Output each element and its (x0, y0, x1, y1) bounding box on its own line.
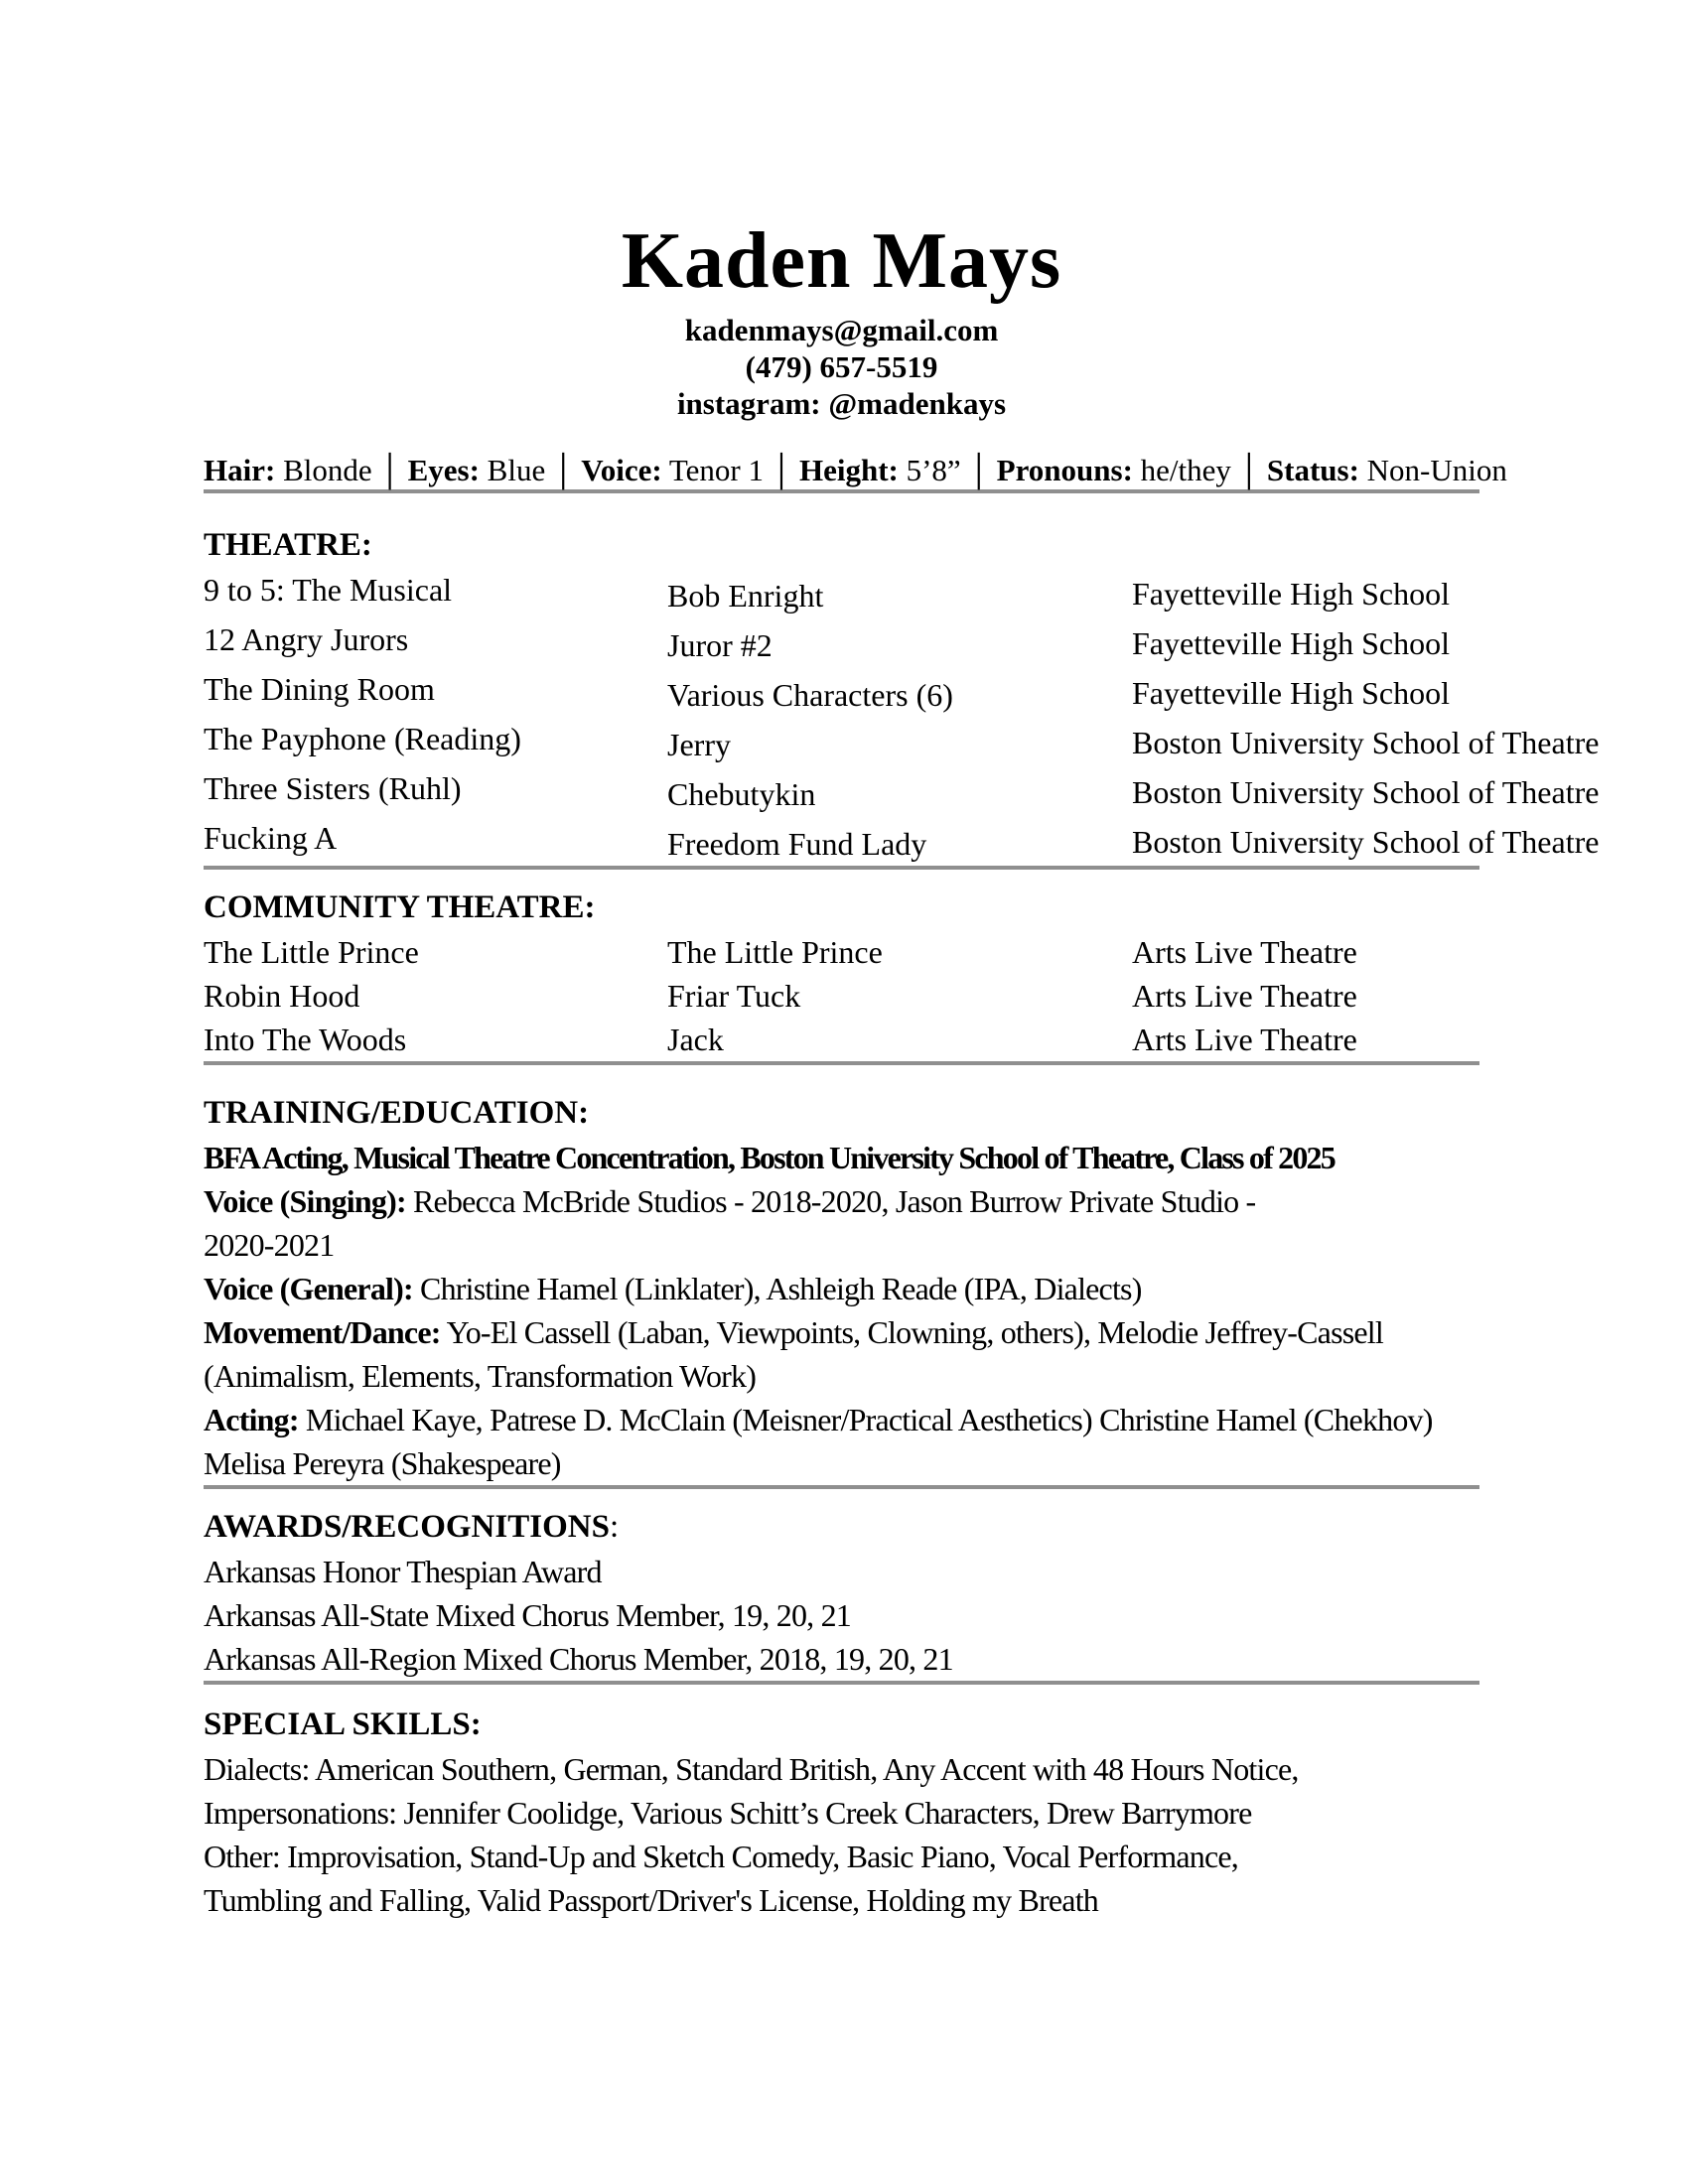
stat-hair (204, 453, 372, 487)
table-row (204, 930, 1479, 974)
community-theatre-section (204, 886, 1479, 1061)
company-name: Arts Live Theatre (1132, 934, 1357, 970)
stat-pronouns-value: he/they (1140, 453, 1231, 487)
training-line (204, 1398, 1479, 1441)
stat-voice-value: Tenor 1 (668, 453, 765, 487)
awards-heading-text: AWARDS/RECOGNITIONS (204, 1509, 610, 1545)
table-row (204, 766, 1600, 816)
community-theatre-heading: COMMUNITY THEATRE: (204, 889, 596, 925)
stat-hair-value: Blonde (283, 453, 372, 487)
table-row (204, 617, 1479, 667)
training-line (204, 1223, 1479, 1267)
show-title: Robin Hood (204, 978, 360, 1014)
table-row (204, 974, 1479, 1018)
stat-status (1267, 453, 1507, 487)
stat-height (799, 453, 961, 487)
stat-status-label: Status: (1266, 453, 1359, 487)
special-skills-section (204, 1703, 1479, 1922)
training-line-text: Yo-El Cassell (Laban, Viewpoints, Clowning, others), Melodie Jeffrey-Cassell (440, 1314, 1383, 1350)
show-title: Fucking A (204, 820, 338, 856)
award-line: Arkansas All-Region Mixed Chorus Member, 2018, 19, 20, 21 (204, 1641, 953, 1677)
training-line-lead: Acting: (204, 1402, 299, 1437)
table-row (204, 568, 1479, 617)
training-line-text: Melisa Pereyra (Shakespeare) (204, 1445, 561, 1481)
stat-separator: │ (967, 453, 990, 487)
table-row (204, 1018, 1479, 1061)
section-divider (204, 1485, 1479, 1489)
stat-separator: │ (1237, 453, 1260, 487)
stat-separator: │ (378, 453, 401, 487)
stat-eyes-value: Blue (487, 453, 546, 487)
role-name: Jack (667, 1022, 724, 1057)
section-divider (204, 489, 1479, 493)
training-line-lead: Movement/Dance: (204, 1314, 441, 1350)
show-title: The Dining Room (204, 671, 435, 707)
role-name: Various Characters (6) (667, 677, 953, 713)
stat-separator: │ (771, 453, 792, 487)
company-name: Fayetteville High School (1132, 675, 1450, 711)
training-line-text: Rebecca McBride Studios - 2018-2020, Jason Burrow Private Studio - (405, 1183, 1256, 1219)
training-line (204, 1441, 1479, 1485)
contact-block (204, 312, 1479, 422)
role-name: Bob Enright (667, 578, 824, 614)
award-line: Arkansas All-State Mixed Chorus Member, 19, 20, 21 (204, 1597, 851, 1633)
training-line-text: 2020-2021 (204, 1227, 335, 1263)
stat-voice-label: Voice: (581, 453, 662, 487)
training-line-lead: Voice (General): (204, 1271, 413, 1306)
instagram-text: instagram: @madenkays (676, 386, 1007, 421)
company-name: Boston University School of Theatre (1132, 774, 1600, 810)
company-name: Fayetteville High School (1132, 576, 1450, 612)
table-row (204, 667, 1479, 717)
theatre-rows (204, 568, 1600, 866)
show-title: 9 to 5: The Musical (204, 572, 453, 608)
stat-eyes-label: Eyes: (407, 453, 480, 487)
stat-hair-label: Hair: (204, 453, 276, 487)
company-name: Boston University School of Theatre (1132, 824, 1600, 860)
show-title: Three Sisters (Ruhl) (204, 770, 462, 806)
training-line-text: Michael Kaye, Patrese D. McClain (Meisner/Practical Aesthetics) Christine Hamel (Chekhov) (298, 1402, 1433, 1437)
section-divider (204, 1061, 1479, 1065)
stat-pronouns (997, 453, 1231, 487)
show-title: The Little Prince (204, 934, 419, 970)
stat-status-value: Non-Union (1366, 453, 1507, 487)
theatre-heading: THEATRE: (204, 527, 372, 563)
training-line (204, 1136, 1479, 1179)
stat-height-label: Height: (798, 453, 899, 487)
stat-separator: │ (552, 453, 575, 487)
company-name: Arts Live Theatre (1132, 1022, 1357, 1057)
awards-heading-colon: : (609, 1509, 620, 1545)
role-name: Juror #2 (667, 627, 773, 663)
stat-eyes (408, 453, 546, 487)
role-name: The Little Prince (667, 934, 883, 970)
stat-pronouns-label: Pronouns: (996, 453, 1133, 487)
show-title: 12 Angry Jurors (204, 621, 409, 657)
training-line-lead: BFA Acting, Musical Theatre Concentration, Boston University School of Theatre, Class of 2025 (204, 1140, 1335, 1175)
show-title: The Payphone (Reading) (204, 721, 521, 756)
community-theatre-rows (204, 930, 1479, 1061)
email-text: kadenmays@gmail.com (684, 313, 999, 347)
company-name: Arts Live Theatre (1132, 978, 1357, 1014)
awards-section (204, 1505, 1479, 1681)
table-row (204, 717, 1600, 766)
theatre-section (204, 523, 1600, 866)
role-name: Chebutykin (667, 776, 816, 812)
stat-height-value: 5’8” (906, 453, 961, 487)
page-title: Kaden Mays (621, 217, 1062, 305)
skill-line: Dialects: American Southern, German, Standard British, Any Accent with 48 Hours Notice, (204, 1751, 1299, 1787)
role-name: Friar Tuck (667, 978, 801, 1014)
stats-line (204, 452, 1507, 489)
phone-text: (479) 657-5519 (745, 349, 938, 384)
training-line (204, 1354, 1479, 1398)
awards-heading (204, 1505, 1479, 1550)
skill-line: Tumbling and Falling, Valid Passport/Driver's License, Holding my Breath (204, 1882, 1098, 1918)
training-education-section (204, 1091, 1479, 1485)
show-title: Into The Woods (204, 1022, 407, 1057)
training-line (204, 1179, 1479, 1223)
resume-content (204, 217, 1600, 1922)
training-education-heading: TRAINING/EDUCATION: (204, 1095, 590, 1131)
training-line-text: (Animalism, Elements, Transformation Work) (204, 1358, 757, 1394)
company-name: Boston University School of Theatre (1132, 725, 1600, 760)
training-line-text: Christine Hamel (Linklater), Ashleigh Reade (IPA, Dialects) (412, 1271, 1142, 1306)
skill-line: Impersonations: Jennifer Coolidge, Various Schitt’s Creek Characters, Drew Barrymore (204, 1795, 1252, 1831)
training-line-lead: Voice (Singing): (204, 1183, 406, 1219)
training-line (204, 1310, 1479, 1354)
company-name: Fayetteville High School (1132, 625, 1450, 661)
award-line: Arkansas Honor Thespian Award (204, 1554, 602, 1589)
training-line (204, 1267, 1479, 1310)
role-name: Jerry (667, 727, 731, 762)
skill-line: Other: Improvisation, Stand-Up and Sketch Comedy, Basic Piano, Vocal Performance, (204, 1839, 1238, 1874)
table-row (204, 816, 1600, 866)
role-name: Freedom Fund Lady (667, 826, 927, 862)
section-divider (204, 1681, 1479, 1685)
section-divider (204, 866, 1479, 870)
stat-voice (581, 453, 764, 487)
special-skills-heading: SPECIAL SKILLS: (204, 1706, 482, 1742)
